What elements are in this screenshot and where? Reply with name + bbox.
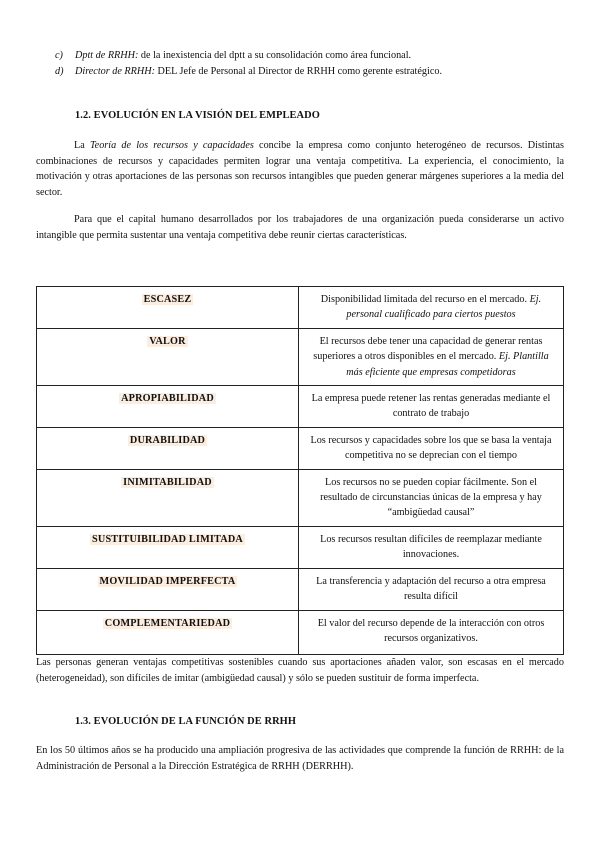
- characteristic-description-cell: [299, 568, 564, 610]
- table-row: [37, 427, 564, 469]
- characteristic-name-cell: [37, 386, 299, 428]
- characteristic-name-cell: [37, 328, 299, 385]
- characteristics-table: [36, 286, 564, 655]
- paragraph-capital: [36, 212, 564, 243]
- characteristic-description: El recursos debe tener una capacidad de generar rentas superiores a otros disponibles en el mercado.: [313, 335, 543, 363]
- paragraph-text: concibe la empresa como conjunto heterogéneo de recursos. Distintas combinaciones de recursos y capacidades permiten lograr una ventaja competitiva. La experiencia, el conocimiento, la motivación y otras aportaciones de las personas son recursos intangibles que pueden generar márgenes superiores a la media del sector.: [36, 140, 564, 198]
- characteristic-description: Los recursos no se pueden copiar fácilmente. Son el resultado de circunstancias únicas de la empresa y hay “ambigüedad causal”: [320, 476, 542, 519]
- list-item-c: [55, 50, 411, 61]
- characteristic-description-cell: [299, 386, 564, 428]
- characteristic-name: DURABILIDAD: [129, 434, 206, 446]
- table-row: [37, 287, 564, 329]
- characteristic-name: VALOR: [149, 335, 186, 347]
- paragraph-text: La: [74, 140, 90, 151]
- characteristic-description: La empresa puede retener las rentas generadas mediante el contrato de trabajo: [311, 393, 551, 420]
- section-heading-1-3: 1.3. EVOLUCIÓN DE LA FUNCIÓN DE RRHH: [75, 716, 297, 727]
- characteristic-name: APROPIABILIDAD: [121, 393, 214, 405]
- characteristic-name-cell: [37, 526, 299, 568]
- list-item-d: [55, 66, 442, 77]
- section-heading-1-2: 1.2. EVOLUCIÓN EN LA VISIÓN DEL EMPLEADO: [75, 110, 320, 121]
- characteristic-example: Ej. personal cualificado para ciertos puestos: [346, 294, 542, 321]
- paragraph-conclusion: Las personas generan ventajas competitivas sostenibles cuando sus aportaciones añaden valor, son escasas en el mercado (heterogeneidad), son difíciles de imitar (ambigüedad causal) y sólo se pueden sustituir de forma imperfecta.: [36, 657, 564, 684]
- list-text: DEL Jefe de Personal al Director de RRHH como gerente estratégico.: [154, 66, 442, 77]
- list-letter: d): [55, 66, 64, 77]
- list-term: Director de RRHH:: [75, 66, 155, 77]
- characteristic-example: Ej. Plantilla más eficiente que empresas competidoras: [346, 351, 549, 378]
- list-text: de la inexistencia del dptt a su consolidación como área funcional.: [138, 50, 412, 61]
- characteristic-description: Los recursos resultan difíciles de reemplazar mediante innovaciones.: [320, 533, 542, 561]
- characteristic-description-cell: [299, 427, 564, 469]
- table-row: [37, 568, 564, 610]
- characteristic-description-cell: [299, 328, 564, 385]
- characteristic-name-cell: [37, 610, 299, 654]
- characteristic-name-cell: [37, 427, 299, 469]
- characteristic-description-cell: [299, 287, 564, 329]
- theory-name: Teoría de los recursos y capacidades: [89, 140, 254, 151]
- characteristic-description-cell: [299, 526, 564, 568]
- characteristic-name: SUSTITUIBILIDAD LIMITADA: [92, 533, 243, 545]
- table-row: [37, 328, 564, 385]
- characteristic-description-cell: [299, 469, 564, 526]
- characteristic-name: ESCASEZ: [143, 294, 192, 305]
- table-row: [37, 386, 564, 428]
- characteristic-name: MOVILIDAD IMPERFECTA: [99, 575, 236, 587]
- characteristic-description: Disponibilidad limitada del recurso en el mercado.: [320, 294, 528, 305]
- characteristic-name: INIMITABILIDAD: [123, 476, 212, 488]
- characteristic-description: La transferencia y adaptación del recurso a otra empresa resulta difícil: [316, 575, 546, 603]
- list-term: Dptt de RRHH:: [75, 50, 139, 61]
- characteristic-name-cell: [37, 568, 299, 610]
- paragraph-text: Para que el capital humano desarrollados por los trabajadores de una organización pueda considerarse un activo intangible que permita sustentar una ventaja competitiva debe reunir ciertas características.: [36, 214, 564, 241]
- paragraph-evolution: En los 50 últimos años se ha producido una ampliación progresiva de las actividades que comprende la función de RRHH: de la Administración de Personal a la Dirección Estratégica de RRHH (DERRHH).: [36, 745, 564, 772]
- table-row: [37, 610, 564, 654]
- paragraph-theory: [36, 138, 564, 200]
- characteristic-name: COMPLEMENTARIEDAD: [104, 617, 231, 629]
- characteristic-name-cell: [37, 287, 299, 329]
- characteristic-description: Los recursos y capacidades sobre los que se basa la ventaja competitiva no se deprecian con el tiempo: [310, 434, 552, 462]
- table-row: [37, 526, 564, 568]
- characteristic-description: El valor del recurso depende de la interacción con otros recursos organizativos.: [317, 617, 545, 644]
- list-letter: c): [55, 50, 63, 61]
- characteristic-name-cell: [37, 469, 299, 526]
- characteristic-description-cell: [299, 610, 564, 654]
- table-row: [37, 469, 564, 526]
